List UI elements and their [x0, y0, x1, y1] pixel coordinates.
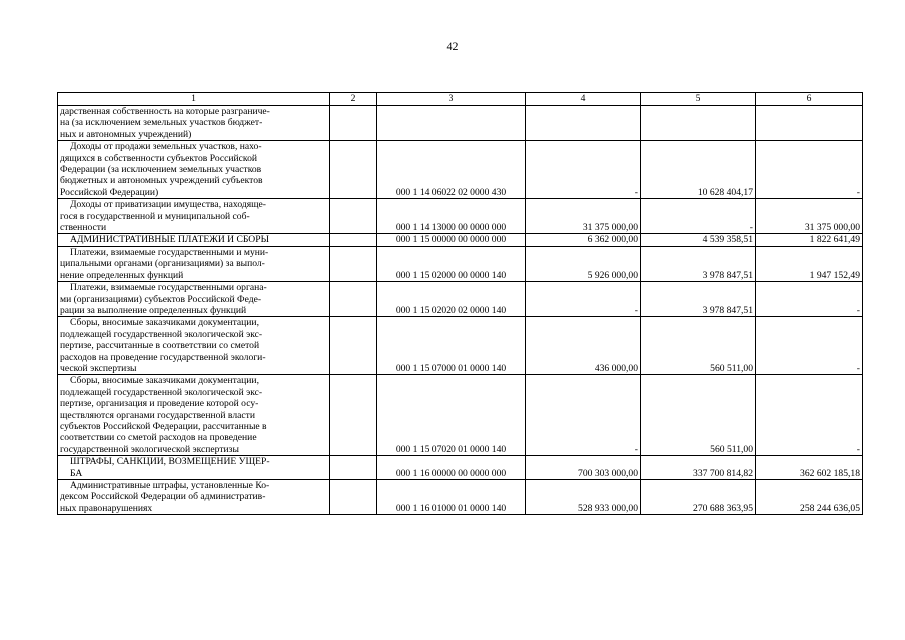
column-number-row — [58, 93, 863, 106]
description-line: дящихся в собственности субъектов Российской — [60, 152, 258, 164]
table-row — [58, 456, 863, 480]
description-line: пертизе, организация и проведение которой осу- — [60, 398, 259, 410]
table-row — [58, 246, 863, 281]
income-code: 000 1 16 00000 00 0000 000 — [377, 456, 526, 480]
amount-c6: 1 947 152,49 — [756, 246, 863, 281]
amount-c4: - — [526, 375, 641, 456]
amount-c4: 31 375 000,00 — [526, 199, 641, 234]
description-line: БА — [70, 467, 83, 479]
table-row — [58, 480, 863, 515]
column-header: 4 — [526, 93, 641, 106]
description-line: Платежи, взимаемые государственными и муни- — [70, 246, 269, 258]
income-code: 000 1 15 00000 00 0000 000 — [377, 234, 526, 246]
row-description — [58, 199, 330, 234]
column-2-cell — [330, 282, 377, 317]
income-code: 000 1 14 13000 00 0000 000 — [377, 199, 526, 234]
description-line: Доходы от приватизации имущества, находяще- — [70, 199, 266, 211]
row-description — [58, 375, 330, 456]
description-line: Российской Федерации) — [60, 186, 159, 198]
amount-c4 — [526, 106, 641, 141]
column-header: 5 — [641, 93, 756, 106]
amount-c5: 4 539 358,51 — [641, 234, 756, 246]
amount-c6: 258 244 636,05 — [756, 480, 863, 515]
amount-c6: 1 822 641,49 — [756, 234, 863, 246]
amount-c5: - — [641, 199, 756, 234]
amount-c4: - — [526, 141, 641, 199]
amount-c5: 337 700 814,82 — [641, 456, 756, 480]
table-row — [58, 282, 863, 317]
table-row — [58, 317, 863, 375]
description-line: рации за выполнение определенных функций — [60, 304, 247, 316]
table-row — [58, 375, 863, 456]
description-line: ственности — [60, 222, 107, 234]
description-line: дексом Российской Федерации об административ- — [60, 491, 266, 503]
column-2-cell — [330, 456, 377, 480]
column-2-cell — [330, 106, 377, 141]
description-line: подлежащей государственной экологической экс- — [60, 386, 263, 398]
column-header: 6 — [756, 93, 863, 106]
description-line: пертизе, рассчитанные в соответствии со сметой — [60, 340, 260, 352]
amount-c4: 6 362 000,00 — [526, 234, 641, 246]
row-description — [58, 106, 330, 141]
description-line: Сборы, вносимые заказчиками документации, — [70, 375, 259, 387]
description-line: Федерации (за исключением земельных участков — [60, 164, 262, 176]
amount-c4: 5 926 000,00 — [526, 246, 641, 281]
description-line: ми (организациями) субъектов Российской Феде- — [60, 293, 262, 305]
description-line: Доходы от продажи земельных участков, нахо- — [70, 141, 262, 153]
amount-c4: 436 000,00 — [526, 317, 641, 375]
amount-c5: 270 688 363,95 — [641, 480, 756, 515]
income-code: 000 1 16 01000 01 0000 140 — [377, 480, 526, 515]
description-line: подлежащей государственной экологической экс- — [60, 328, 263, 340]
amount-c5: 560 511,00 — [641, 375, 756, 456]
income-code: 000 1 15 07020 01 0000 140 — [377, 375, 526, 456]
description-line: ципальными органами (организациями) за выпол- — [60, 258, 265, 270]
income-code — [377, 106, 526, 141]
table-row — [58, 234, 863, 246]
description-line: на (за исключением земельных участков бюджет- — [60, 117, 263, 129]
column-header: 3 — [377, 93, 526, 106]
description-line: ных и автономных учреждений) — [60, 128, 192, 140]
description-line: Сборы, вносимые заказчиками документации, — [70, 317, 259, 329]
table-row — [58, 106, 863, 141]
description-line: Административные штрафы, установленные Ко- — [70, 480, 270, 491]
amount-c6: 362 602 185,18 — [756, 456, 863, 480]
description-line: ществляются органами государственной власти — [60, 409, 255, 421]
description-line: расходов на проведение государственной экологи- — [60, 351, 266, 363]
column-2-cell — [330, 480, 377, 515]
income-code: 000 1 15 07000 01 0000 140 — [377, 317, 526, 375]
description-line: государственной экологической экспертизы — [60, 443, 239, 455]
row-description — [58, 246, 330, 281]
table-row — [58, 199, 863, 234]
amount-c6 — [756, 106, 863, 141]
budget-table — [57, 92, 863, 515]
column-2-cell — [330, 234, 377, 246]
amount-c5: 3 978 847,51 — [641, 246, 756, 281]
table-row — [58, 141, 863, 199]
amount-c6: 31 375 000,00 — [756, 199, 863, 234]
amount-c6: - — [756, 317, 863, 375]
description-line: нение определенных функций — [60, 269, 184, 281]
row-description — [58, 234, 330, 246]
page-number: 42 — [446, 39, 459, 53]
column-2-cell — [330, 141, 377, 199]
description-line: субъектов Российской Федерации, рассчитанные в — [60, 420, 267, 432]
column-header: 2 — [330, 93, 377, 106]
income-code: 000 1 15 02020 02 0000 140 — [377, 282, 526, 317]
description-line: гося в государственной и муниципальной соб- — [60, 210, 250, 222]
row-description — [58, 456, 330, 480]
description-line: бюджетных и автономных учреждений субъектов — [60, 175, 263, 187]
amount-c5: 3 978 847,51 — [641, 282, 756, 317]
amount-c4: 700 303 000,00 — [526, 456, 641, 480]
description-line: ШТРАФЫ, САНКЦИИ, ВОЗМЕЩЕНИЕ УЩЕР- — [70, 456, 270, 468]
row-description — [58, 141, 330, 199]
amount-c6: - — [756, 141, 863, 199]
column-2-cell — [330, 199, 377, 234]
description-line: дарственная собственность на которые разграниче- — [60, 106, 270, 117]
column-2-cell — [330, 246, 377, 281]
amount-c4: 528 933 000,00 — [526, 480, 641, 515]
row-description — [58, 480, 330, 515]
column-header: 1 — [58, 93, 330, 106]
description-line: ных правонарушениях — [60, 502, 153, 514]
column-2-cell — [330, 375, 377, 456]
amount-c5: 560 511,00 — [641, 317, 756, 375]
income-code: 000 1 14 06022 02 0000 430 — [377, 141, 526, 199]
amount-c6: - — [756, 375, 863, 456]
amount-c5 — [641, 106, 756, 141]
row-description — [58, 282, 330, 317]
description-line: ческой экспертизы — [60, 362, 137, 374]
income-code: 000 1 15 02000 00 0000 140 — [377, 246, 526, 281]
description-line: Платежи, взимаемые государственными органа- — [70, 282, 267, 294]
amount-c4: - — [526, 282, 641, 317]
amount-c5: 10 628 404,17 — [641, 141, 756, 199]
column-2-cell — [330, 317, 377, 375]
description-line: соответствии со сметой расходов на проведение — [60, 432, 257, 444]
amount-c6: - — [756, 282, 863, 317]
description-line: АДМИНИСТРАТИВНЫЕ ПЛАТЕЖИ И СБОРЫ — [70, 234, 269, 246]
row-description — [58, 317, 330, 375]
